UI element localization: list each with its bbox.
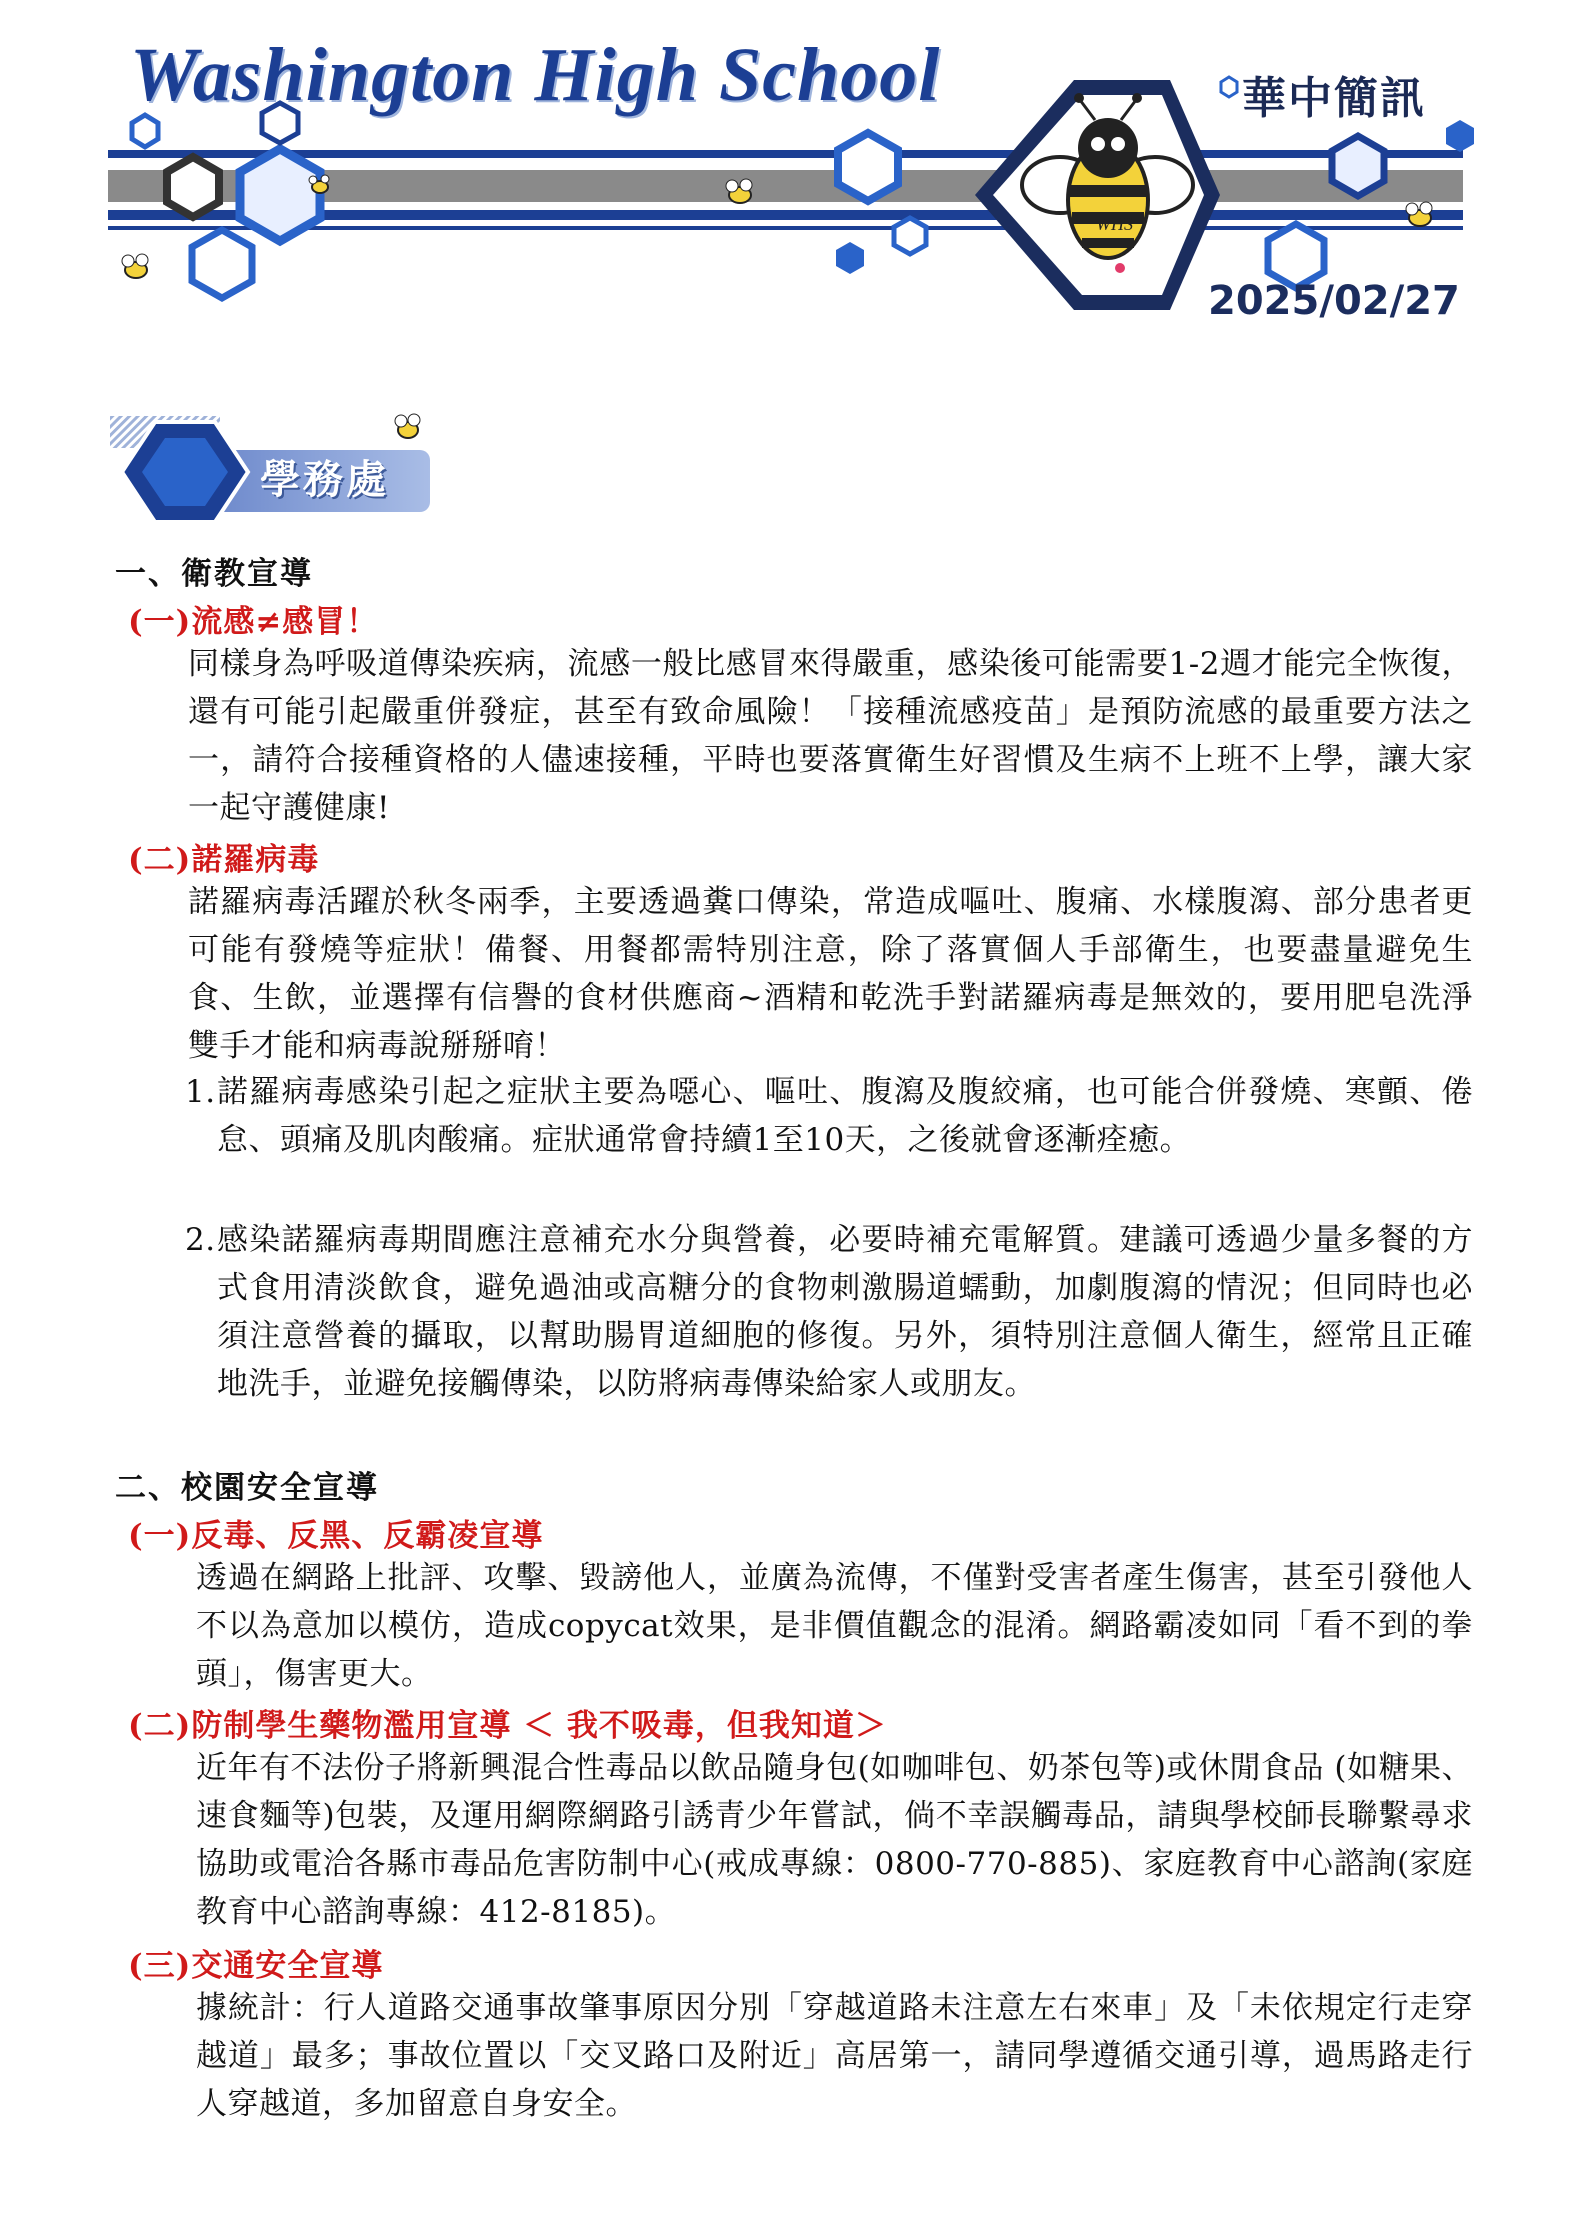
list-text: 諾羅病毒感染引起之症狀主要為噁心、嘔吐、腹瀉及腹絞痛，也可能合併發燒、寒顫、倦怠、頭痛及肌肉酸痛。症狀通常會持續1至10天，之後就會逐漸痊癒。 xyxy=(217,1074,1473,1158)
mascot-text: WHS xyxy=(1096,214,1133,234)
subsection-body: 透過在網路上批評、攻擊、毀謗他人，並廣為流傳，不僅對受害者產生傷害，甚至引發他人不以為意加以模仿，造成copycat效果，是非價值觀念的混淆。網路霸凌如同「看不到的拳頭」，傷害更大。 xyxy=(196,1560,1473,1692)
section-heading: 二、校園安全宣導 xyxy=(115,1470,379,1506)
issue-date: 2025/02/27 xyxy=(1208,278,1460,324)
subsection-heading: (二)諾羅病毒 xyxy=(128,842,320,878)
newsletter-name: 華中簡訊 xyxy=(1242,73,1426,124)
section-heading: 一、衛教宣導 xyxy=(115,556,313,592)
list-item xyxy=(185,1068,1473,1164)
list-item xyxy=(185,1216,1473,1408)
school-name: Washington High School xyxy=(130,33,941,117)
subsection-heading: (三)交通安全宣導 xyxy=(128,1948,384,1984)
hexagon-icon xyxy=(894,218,926,254)
small-bee-icon xyxy=(122,254,148,278)
hexagon-icon xyxy=(240,149,320,241)
subsection-heading: (二)防制學生藥物濫用宣導 ＜ 我不吸毒，但我知道＞ xyxy=(128,1708,887,1744)
hexagon-icon xyxy=(1221,77,1237,97)
hexagon-icon xyxy=(838,133,898,201)
subsection-body: 近年有不法份子將新興混合性毒品以飲品隨身包(如咖啡包、奶茶包等)或休閒食品 (如糖果、速食麵等)包裝，及運用網際網路引誘青少年嘗試，倘不幸誤觸毒品，請與學校師長聯繫尋求協助或電洽各縣市毒品危害防制中心(戒成專線：0800-770-885)、家庭教育中心諮詢(家庭教育中心諮詢專線：412-8185)。 xyxy=(196,1750,1473,1930)
list-number: 2. xyxy=(185,1222,216,1258)
hexagon-icon xyxy=(167,157,219,217)
section-banner xyxy=(110,408,450,528)
hexagon-icon xyxy=(1332,136,1384,196)
small-bee-icon xyxy=(395,414,420,438)
list-number: 1. xyxy=(185,1074,216,1110)
header-stripe-top xyxy=(108,150,1463,158)
subsection-body: 同樣身為呼吸道傳染疾病，流感一般比感冒來得嚴重，感染後可能需要1-2週才能完全恢復，還有可能引起嚴重併發症，甚至有致命風險！「接種流感疫苗」是預防流感的最重要方法之一，請符合接種資格的人儘速接種，平時也要落實衛生好習慣及生病不上班不上學，讓大家一起守護健康! xyxy=(188,646,1473,826)
hexagon-icon xyxy=(1446,120,1474,152)
hexagon-icon xyxy=(192,230,252,298)
hexagon-icon xyxy=(132,115,158,147)
small-bee-icon xyxy=(1406,202,1432,226)
newsletter-header xyxy=(0,0,1577,360)
subsection-body: 據統計：行人道路交通事故肇事原因分別「穿越道路未注意左右來車」及「未依規定行走穿越道」最多；事故位置以「交叉路口及附近」高居第一，請同學遵循交通引導，過馬路走行人穿越道，多加留意自身安全。 xyxy=(196,1990,1473,2122)
subsection-heading: (一)流感≠感冒！ xyxy=(128,604,379,640)
list-text: 感染諾羅病毒期間應注意補充水分與營養，必要時補充電解質。建議可透過少量多餐的方式食用清淡飲食，避免過油或高糖分的食物刺激腸道蠕動，加劇腹瀉的情況；但同時也必須注意營養的攝取，以幫助腸胃道細胞的修復。另外，須特別注意個人衛生，經常且正確地洗手，並避免接觸傳染，以防將病毒傳染給家人或朋友。 xyxy=(217,1222,1473,1402)
hexagon-icon xyxy=(836,242,864,274)
subsection-body: 諾羅病毒活躍於秋冬兩季，主要透過糞口傳染，常造成嘔吐、腹痛、水樣腹瀉、部分患者更可能有發燒等症狀！備餐、用餐都需特別注意，除了落實個人手部衛生，也要盡量避免生食、生飲，並選擇有信譽的食材供應商~酒精和乾洗手對諾羅病毒是無效的，要用肥皂洗淨雙手才能和病毒說掰掰唷！ xyxy=(188,884,1473,1064)
subsection-heading: (一)反毒、反黑、反霸凌宣導 xyxy=(128,1518,544,1554)
banner-title: 學務處 xyxy=(260,457,389,503)
